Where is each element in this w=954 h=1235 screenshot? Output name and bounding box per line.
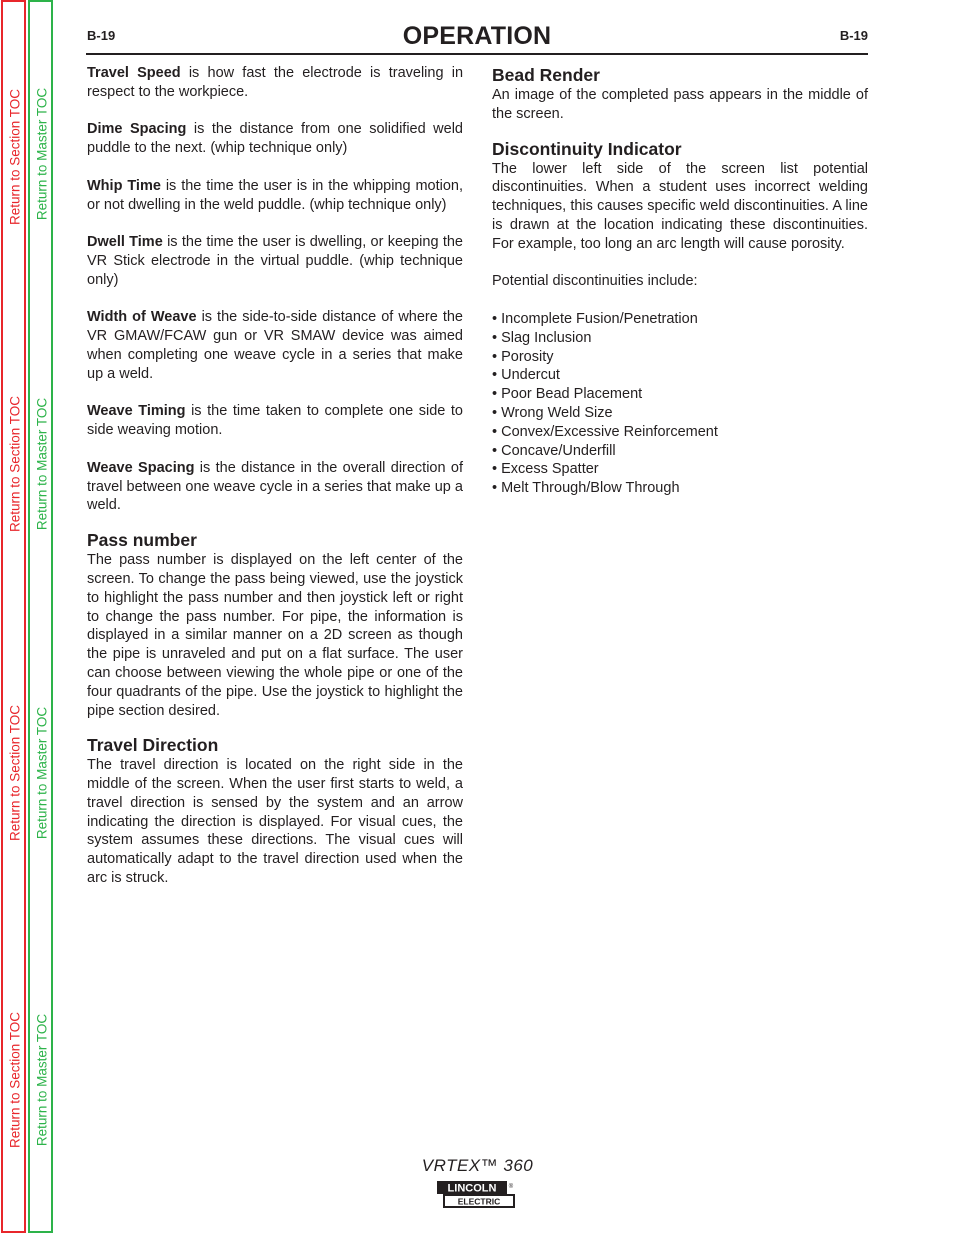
page-number-right: B-19: [839, 28, 868, 43]
list-item: • Porosity: [492, 348, 554, 365]
logo-bottom-text: ELECTRIC: [457, 1196, 501, 1207]
definition-weave-timing: [87, 402, 463, 440]
list-item: • Slag Inclusion: [492, 329, 592, 346]
definition-term: Weave Timing: [87, 403, 186, 420]
lincoln-electric-logo: [436, 1180, 515, 1208]
section-toc-strip: [1, 0, 26, 1233]
registered-mark: ®: [508, 1184, 514, 1190]
list-item: • Concave/Underfill: [492, 442, 616, 459]
return-to-section-toc-link[interactable]: Return to Section TOC: [7, 1011, 23, 1149]
master-toc-strip: [28, 0, 53, 1233]
list-item: • Convex/Excessive Reinforcement: [492, 423, 718, 440]
definition-whip-time: [87, 177, 463, 215]
definition-text: is the distance from one solidified weld puddle to the next. (whip technique only): [87, 121, 463, 157]
definition-dime-spacing: [87, 120, 463, 158]
logo-top-text: LINCOLN: [447, 1182, 497, 1195]
definition-dwell-time: [87, 233, 463, 289]
list-item: • Poor Bead Placement: [492, 386, 643, 403]
definition-travel-speed: [87, 64, 463, 102]
return-to-master-toc-link[interactable]: Return to Master TOC: [34, 1013, 50, 1147]
discontinuity-intro: Potential discontinuities include:: [492, 273, 698, 290]
left-column: [87, 64, 463, 907]
definition-term: Travel Speed: [87, 65, 181, 81]
definition-term: Dwell Time: [87, 234, 163, 251]
definition-width-of-weave: [87, 308, 463, 383]
right-column: [492, 64, 868, 498]
page-title: OPERATION: [402, 22, 552, 50]
return-to-section-toc-link[interactable]: Return to Section TOC: [7, 704, 23, 842]
bead-render-text: An image of the completed pass appears in the middle of the screen.: [492, 87, 868, 122]
return-to-section-toc-link[interactable]: Return to Section TOC: [7, 395, 23, 533]
definition-text: is the time the user is in the whipping motion, or not dwelling in the weld puddle. (whip technique only): [87, 177, 463, 213]
list-item: • Undercut: [492, 367, 560, 384]
definition-weave-spacing: [87, 459, 463, 515]
definition-text: is the time the user is dwelling, or keeping the VR Stick electrode in the virtual puddle. (whip technique only): [87, 234, 463, 288]
product-name: VRTEX™ 360: [421, 1156, 534, 1175]
list-item: • Incomplete Fusion/Penetration: [492, 310, 698, 327]
list-item: • Excess Spatter: [492, 461, 599, 478]
discontinuity-list: [492, 310, 868, 498]
return-to-master-toc-link[interactable]: Return to Master TOC: [34, 397, 50, 531]
definition-term: Width of Weave: [87, 309, 197, 326]
pass-number-heading: Pass number: [87, 530, 197, 551]
return-to-master-toc-link[interactable]: Return to Master TOC: [34, 706, 50, 840]
return-to-master-toc-link[interactable]: Return to Master TOC: [34, 87, 50, 221]
list-item: • Wrong Weld Size: [492, 404, 613, 421]
bead-render-heading: Bead Render: [492, 65, 600, 85]
definition-term: Whip Time: [87, 177, 161, 194]
page-number-left: B-19: [87, 28, 116, 43]
discontinuity-indicator-heading: Discontinuity Indicator: [492, 138, 682, 159]
pass-number-text: The pass number is displayed on the left center of the screen. To change the pass being viewed, use the joystick to highlight the pass number and then joystick left or right to change the pass number. For pipe, the information is displayed in a similar manner on a 2D screen as though the pipe is unraveled and put on a flat surface. The user can choose between viewing the whole pipe or one of the four quadrants of the pipe. Use the joystick to highlight the pipe section desired.: [87, 552, 463, 719]
definition-term: Weave Spacing: [87, 459, 195, 476]
definition-text: is the side-to-side distance of where the VR GMAW/FCAW gun or VR SMAW device was aimed when completing one weave cycle in a series that make up a weld.: [87, 309, 464, 382]
list-item: • Melt Through/Blow Through: [492, 480, 680, 497]
travel-direction-text: The travel direction is located on the right side in the middle of the screen. When the user first starts to weld, a travel direction is sensed by the system and an arrow indicating the direction is displayed. For visual cues, the system assumes these directions. The visual cues will automatically adapt to the travel direction used when the arc is struck.: [87, 757, 463, 887]
definition-text: is the time taken to complete one side to side weaving motion.: [87, 403, 463, 439]
definition-text: is how fast the electrode is traveling in respect to the workpiece.: [87, 65, 464, 100]
header-divider: [86, 53, 868, 55]
definition-term: Dime Spacing: [87, 121, 187, 138]
definition-text: is the distance in the overall direction of travel between one weave cycle in a series that make up a weld.: [87, 459, 464, 514]
travel-direction-heading: Travel Direction: [87, 735, 219, 756]
return-to-section-toc-link[interactable]: Return to Section TOC: [7, 88, 23, 226]
discontinuity-indicator-text: The lower left side of the screen list potential discontinuities. When a student uses incorrect welding techniques, this causes specific weld discontinuities. A line is drawn at the location indicating these discontinuities. For example, too long an arc length will cause porosity.: [492, 160, 868, 252]
